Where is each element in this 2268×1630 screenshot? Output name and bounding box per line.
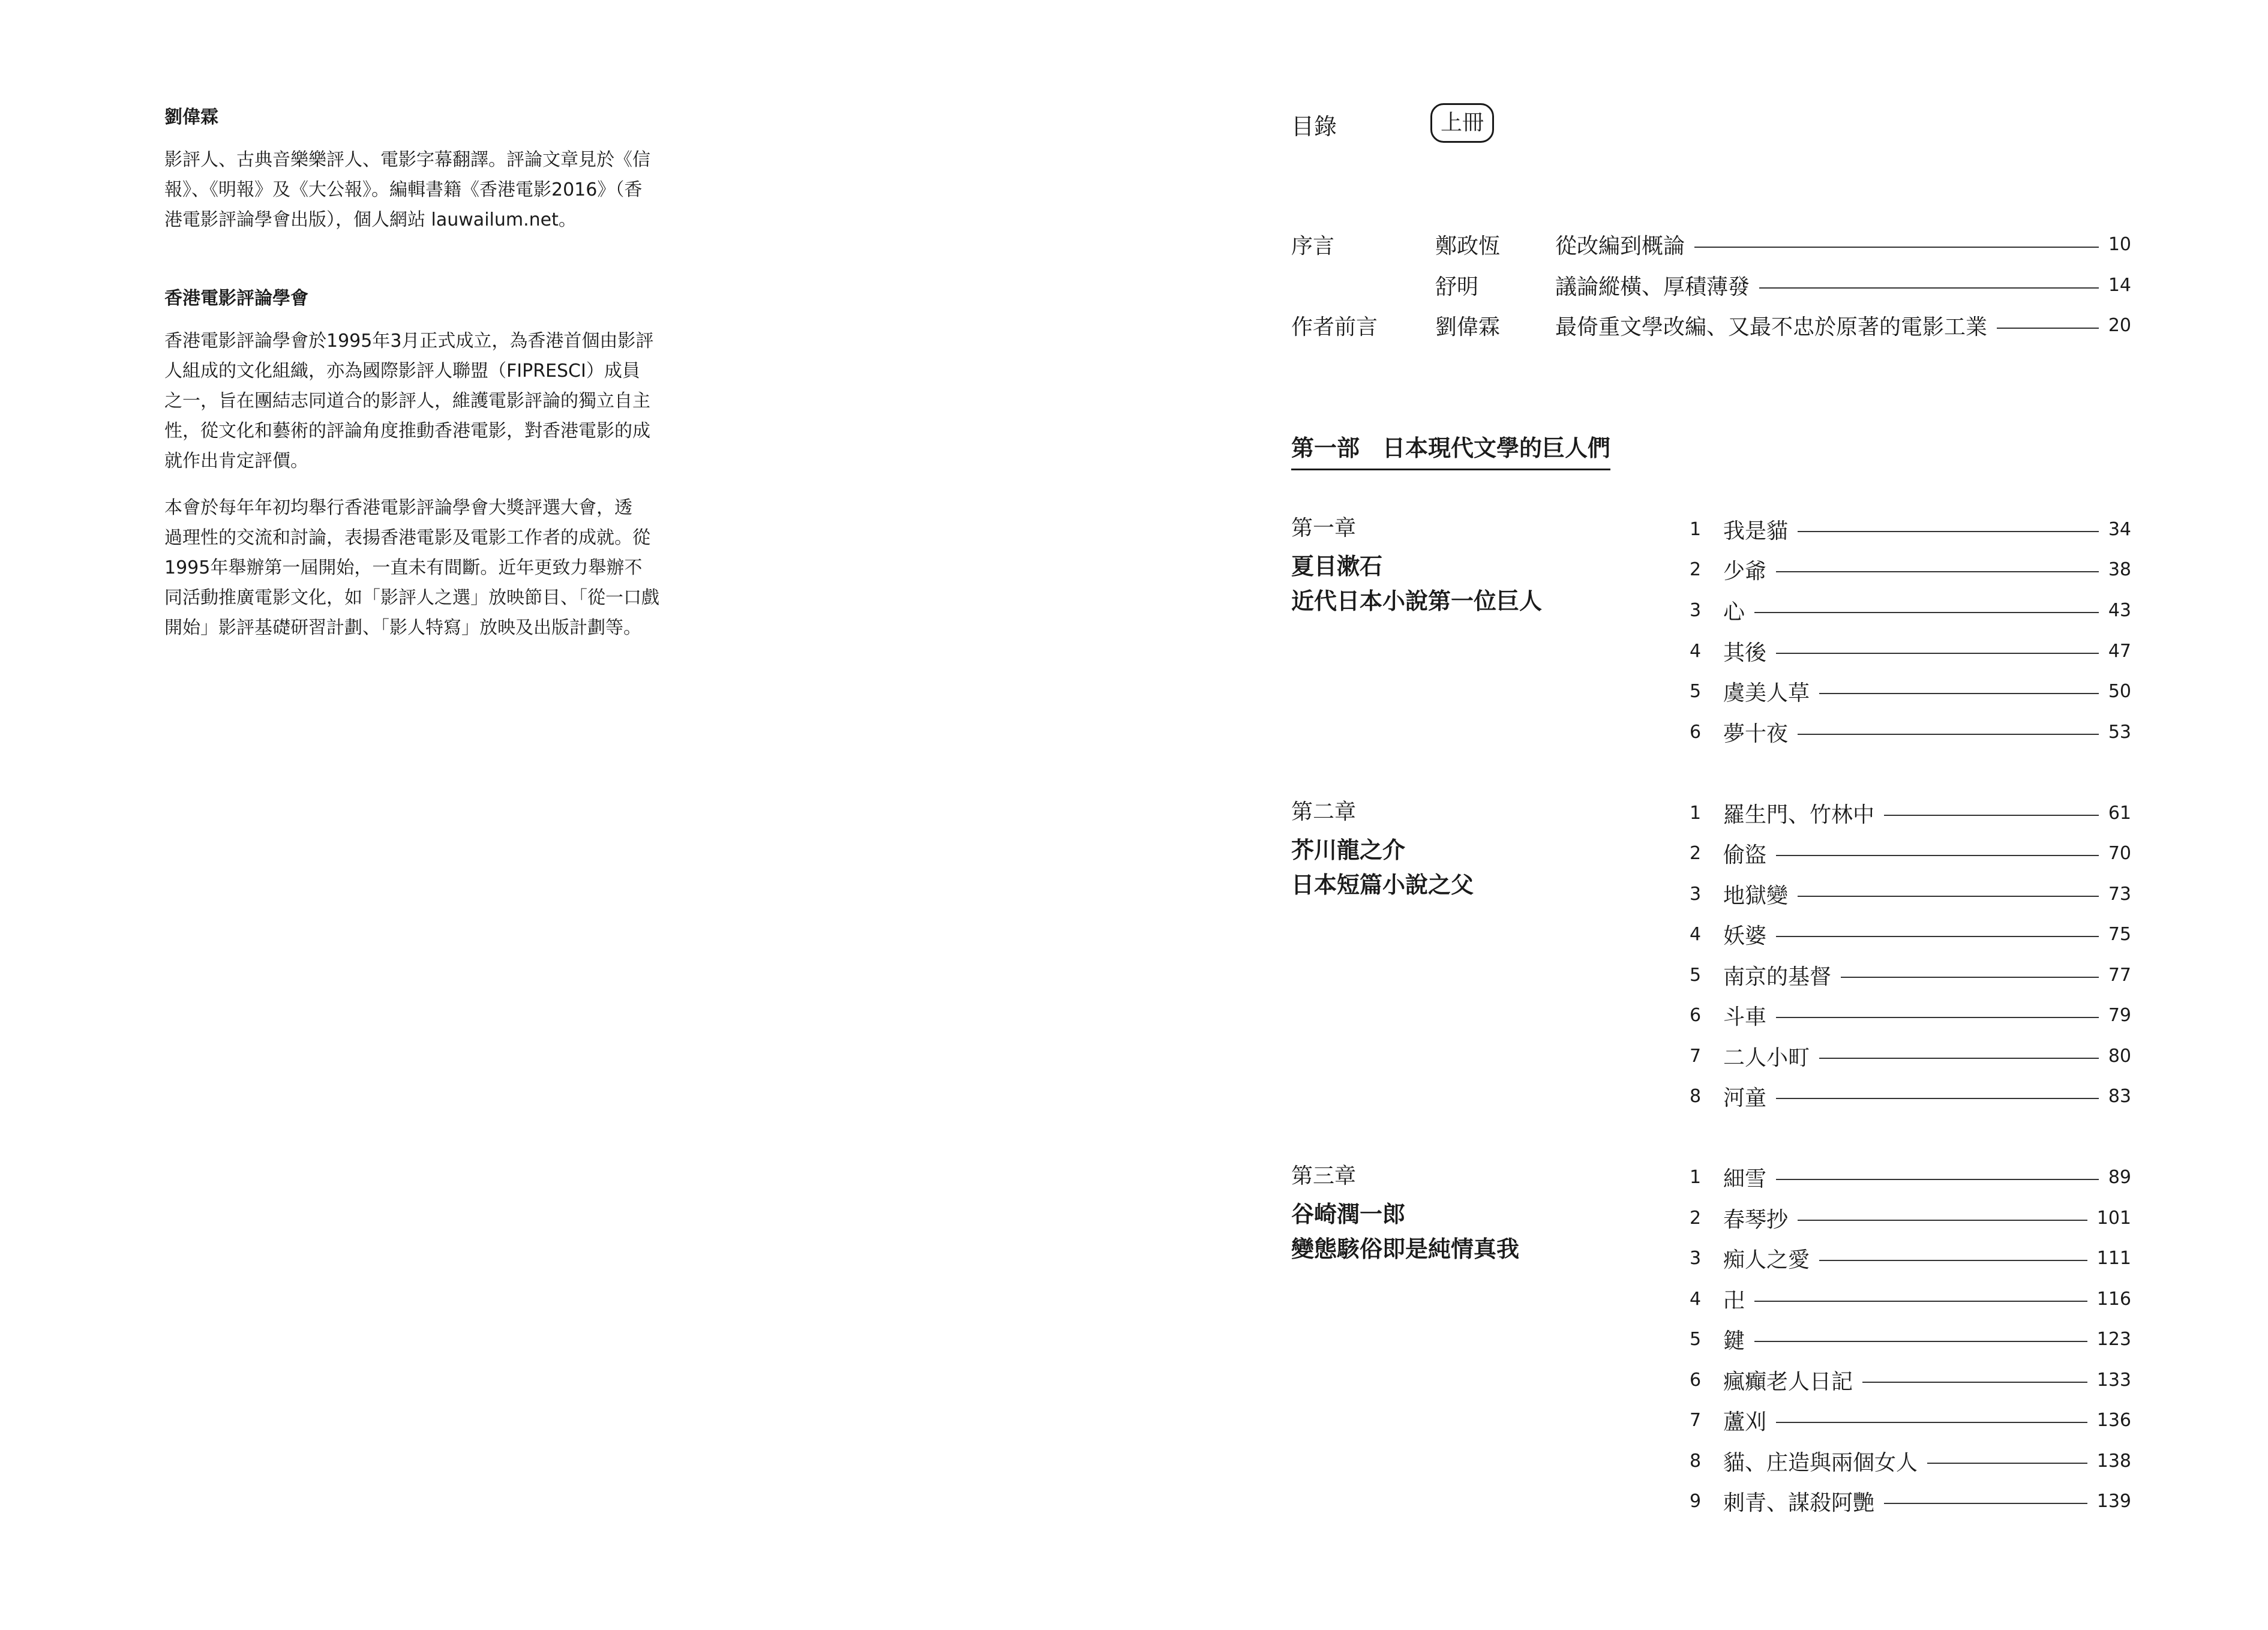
page-number: 83 xyxy=(2108,1085,2131,1107)
entry-number: 1 xyxy=(1690,802,1702,824)
entry-number: 5 xyxy=(1690,1328,1702,1350)
chapter-label: 第三章 xyxy=(1291,1164,1357,1188)
page-number: 61 xyxy=(2108,802,2131,824)
left-page-text xyxy=(164,102,716,643)
leader-line xyxy=(1927,1463,2087,1464)
para-line: 性，從文化和藝術的評論角度推動香港電影，對香港電影的成 xyxy=(164,421,650,442)
toc-title: 目錄 xyxy=(1291,113,1337,140)
preface-type: 作者前言 xyxy=(1291,315,1378,340)
entry-title: 我是貓 xyxy=(1723,518,1789,544)
entry-title: 妖婆 xyxy=(1723,923,1767,948)
leader-line xyxy=(1798,1220,2087,1221)
leader-line xyxy=(1776,855,2099,856)
preface-row[interactable] xyxy=(1291,270,2131,306)
toc-entry[interactable] xyxy=(1690,835,2131,871)
page-number: 73 xyxy=(2108,883,2131,905)
para-line: 1995年舉辦第一屆開始，一直未有間斷。近年更致力舉辦不 xyxy=(164,557,643,578)
entry-number: 4 xyxy=(1690,923,1702,945)
page-number: 10 xyxy=(2108,234,2131,255)
page-number: 123 xyxy=(2096,1328,2131,1350)
leader-line xyxy=(1841,977,2099,978)
entry-title: 虞美人草 xyxy=(1723,680,1810,706)
preface-type: 序言 xyxy=(1291,234,1335,259)
toc-entry[interactable] xyxy=(1690,1402,2131,1438)
leader-line xyxy=(1798,531,2099,532)
page-number: 53 xyxy=(2108,721,2131,743)
page-number: 38 xyxy=(2108,559,2131,580)
entry-title: 其後 xyxy=(1723,640,1767,665)
entry-number: 1 xyxy=(1690,518,1702,540)
toc-entry[interactable] xyxy=(1690,1443,2131,1479)
page-number: 43 xyxy=(2108,599,2131,621)
entry-title: 鍵 xyxy=(1723,1328,1745,1353)
toc-entry[interactable] xyxy=(1690,633,2131,669)
page-number: 20 xyxy=(2108,315,2131,336)
bio-line: 港電影評論學會出版），個人網站 lauwailum.net。 xyxy=(164,209,577,230)
preface-row[interactable] xyxy=(1291,229,2131,265)
page-number: 77 xyxy=(2108,964,2131,986)
para-line: 就作出肯定評價。 xyxy=(164,451,308,472)
para-line: 本會於每年年初均舉行香港電影評論學會大獎評選大會，透 xyxy=(164,497,632,518)
entry-title: 地獄變 xyxy=(1723,883,1789,908)
entry-title: 心 xyxy=(1723,599,1745,625)
page-number: 136 xyxy=(2096,1409,2131,1431)
para-line: 開始」影評基礎研習計劃、「影人特寫」放映及出版計劃等。 xyxy=(164,617,641,638)
entry-title: 羅生門、竹林中 xyxy=(1723,802,1875,827)
page-number: 75 xyxy=(2108,923,2131,945)
toc-entry[interactable] xyxy=(1690,511,2131,547)
leader-line xyxy=(1798,734,2099,735)
preface-author: 劉偉霖 xyxy=(1435,315,1501,340)
society-paragraph-2 xyxy=(164,493,716,643)
entry-number: 3 xyxy=(1690,599,1702,621)
leader-line xyxy=(1819,1058,2099,1059)
toc-entry[interactable] xyxy=(1690,1362,2131,1398)
entry-title: 瘋癲老人日記 xyxy=(1723,1369,1853,1394)
para-line: 香港電影評論學會於1995年3月正式成立，為香港首個由影評 xyxy=(164,331,654,352)
preface-row[interactable] xyxy=(1291,310,2131,346)
page-number: 111 xyxy=(2096,1247,2131,1269)
bio-line: 報》、《明報》及《大公報》。編輯書籍《香港電影2016》（香 xyxy=(164,179,643,200)
leader-line xyxy=(1754,612,2099,613)
toc-entry[interactable] xyxy=(1690,1281,2131,1317)
page-number: 139 xyxy=(2096,1490,2131,1512)
leader-line xyxy=(1776,1422,2087,1423)
para-line: 同活動推廣電影文化，如「影評人之選」放映節目、「從一口戲 xyxy=(164,587,659,608)
toc-entry[interactable] xyxy=(1690,1200,2131,1236)
preface-author: 鄭政恆 xyxy=(1435,234,1501,259)
leader-line xyxy=(1776,653,2099,654)
entry-number: 3 xyxy=(1690,883,1702,905)
toc-entry[interactable] xyxy=(1690,1078,2131,1114)
leader-line xyxy=(1884,815,2099,816)
entry-title: 河童 xyxy=(1723,1085,1767,1110)
toc-entry[interactable] xyxy=(1690,795,2131,831)
part-title: 第一部 日本現代文學的巨人們 xyxy=(1291,430,1610,470)
page-number: 50 xyxy=(2108,680,2131,702)
toc-entry[interactable] xyxy=(1690,876,2131,912)
entry-title: 偷盜 xyxy=(1723,842,1767,867)
preface-title: 從改編到概論 xyxy=(1555,234,1685,259)
toc-entry[interactable] xyxy=(1690,592,2131,628)
bio-line: 影評人、古典音樂樂評人、電影字幕翻譯。評論文章見於《信 xyxy=(164,149,650,170)
page-number: 34 xyxy=(2108,518,2131,540)
entry-title: 春琴抄 xyxy=(1723,1207,1789,1232)
entry-number: 5 xyxy=(1690,964,1702,986)
entry-number: 6 xyxy=(1690,721,1702,743)
page-number: 133 xyxy=(2096,1369,2131,1391)
entry-title: 少爺 xyxy=(1723,559,1767,584)
leader-line xyxy=(1754,1301,2087,1302)
chapter-author: 芥川龍之介 xyxy=(1291,837,1406,863)
toc-entry[interactable] xyxy=(1690,714,2131,750)
leader-line xyxy=(1776,1179,2099,1180)
chapter-subtitle: 變態駭俗即是純情真我 xyxy=(1291,1236,1520,1262)
entry-number: 6 xyxy=(1690,1004,1702,1026)
entry-title: 細雪 xyxy=(1723,1166,1767,1191)
para-line: 人組成的文化組織，亦為國際影評人聯盟（FIPRESCI）成員 xyxy=(164,361,640,382)
entry-title: 南京的基督 xyxy=(1723,964,1832,989)
page-number: 79 xyxy=(2108,1004,2131,1026)
entry-number: 4 xyxy=(1690,1288,1702,1310)
entry-number: 3 xyxy=(1690,1247,1702,1269)
toc-entry[interactable] xyxy=(1690,673,2131,709)
leader-line xyxy=(1694,247,2099,248)
leader-line xyxy=(1819,1260,2087,1261)
leader-line xyxy=(1759,287,2099,289)
page-number: 89 xyxy=(2108,1166,2131,1188)
toc-entry[interactable] xyxy=(1690,1240,2131,1276)
toc-entry[interactable] xyxy=(1690,1483,2131,1519)
leader-line xyxy=(1997,328,2099,329)
entry-number: 9 xyxy=(1690,1490,1702,1512)
entry-number: 5 xyxy=(1690,680,1702,702)
entry-number: 2 xyxy=(1690,842,1702,864)
page-number: 47 xyxy=(2108,640,2131,662)
entry-title: 卍 xyxy=(1723,1288,1745,1313)
chapter-subtitle: 日本短篇小說之父 xyxy=(1291,872,1474,898)
entry-number: 2 xyxy=(1690,1207,1702,1229)
entry-number: 6 xyxy=(1690,1369,1702,1391)
entry-title: 夢十夜 xyxy=(1723,721,1789,746)
chapter-author: 谷崎潤一郎 xyxy=(1291,1201,1406,1227)
chapter-label: 第二章 xyxy=(1291,800,1357,824)
preface-title: 最倚重文學改編、又最不忠於原著的電影工業 xyxy=(1555,315,1988,340)
page-number: 116 xyxy=(2096,1288,2131,1310)
author-bio xyxy=(164,145,716,235)
toc-entry[interactable] xyxy=(1690,957,2131,993)
leader-line xyxy=(1776,1017,2099,1018)
entry-number: 8 xyxy=(1690,1085,1702,1107)
author-heading: 劉偉霖 xyxy=(164,107,218,128)
entry-number: 1 xyxy=(1690,1166,1702,1188)
volume-badge: 上冊 xyxy=(1430,103,1494,143)
entry-title: 痴人之愛 xyxy=(1723,1247,1810,1272)
preface-author: 舒明 xyxy=(1435,275,1479,299)
preface-title: 議論縱橫、厚積薄發 xyxy=(1555,275,1750,299)
chapter-author: 夏目漱石 xyxy=(1291,553,1383,580)
para-line: 之一，旨在團結志同道合的影評人，維護電影評論的獨立自主 xyxy=(164,391,650,412)
chapter-subtitle: 近代日本小說第一位巨人 xyxy=(1291,588,1543,614)
leader-line xyxy=(1776,1098,2099,1099)
page-number: 138 xyxy=(2096,1450,2131,1472)
page-number: 80 xyxy=(2108,1045,2131,1067)
toc-entry[interactable] xyxy=(1690,916,2131,952)
toc-entry[interactable] xyxy=(1690,1321,2131,1357)
leader-line xyxy=(1776,936,2099,937)
society-paragraph-1 xyxy=(164,326,716,476)
toc-entry[interactable] xyxy=(1690,997,2131,1033)
leader-line xyxy=(1798,896,2099,897)
toc-entry[interactable] xyxy=(1690,1159,2131,1195)
entry-title: 二人小町 xyxy=(1723,1045,1810,1070)
entry-title: 刺青、謀殺阿艷 xyxy=(1723,1490,1875,1515)
leader-line xyxy=(1776,571,2099,572)
page-number: 14 xyxy=(2108,275,2131,296)
entry-title: 貓、庄造與兩個女人 xyxy=(1723,1450,1918,1475)
entry-title: 斗車 xyxy=(1723,1004,1767,1029)
leader-line xyxy=(1754,1341,2087,1342)
toc-entry[interactable] xyxy=(1690,551,2131,587)
leader-line xyxy=(1819,693,2099,694)
para-line: 過理性的交流和討論，表揚香港電影及電影工作者的成就。從 xyxy=(164,527,650,548)
entry-number: 4 xyxy=(1690,640,1702,662)
entry-number: 7 xyxy=(1690,1409,1702,1431)
entry-number: 2 xyxy=(1690,559,1702,580)
entry-number: 7 xyxy=(1690,1045,1702,1067)
leader-line xyxy=(1884,1503,2087,1504)
page-number: 70 xyxy=(2108,842,2131,864)
chapter-label: 第一章 xyxy=(1291,516,1357,541)
toc-entry[interactable] xyxy=(1690,1038,2131,1074)
society-heading: 香港電影評論學會 xyxy=(164,288,308,309)
entry-title: 蘆刈 xyxy=(1723,1409,1767,1434)
entry-number: 8 xyxy=(1690,1450,1702,1472)
leader-line xyxy=(1862,1382,2087,1383)
page-number: 101 xyxy=(2096,1207,2131,1229)
